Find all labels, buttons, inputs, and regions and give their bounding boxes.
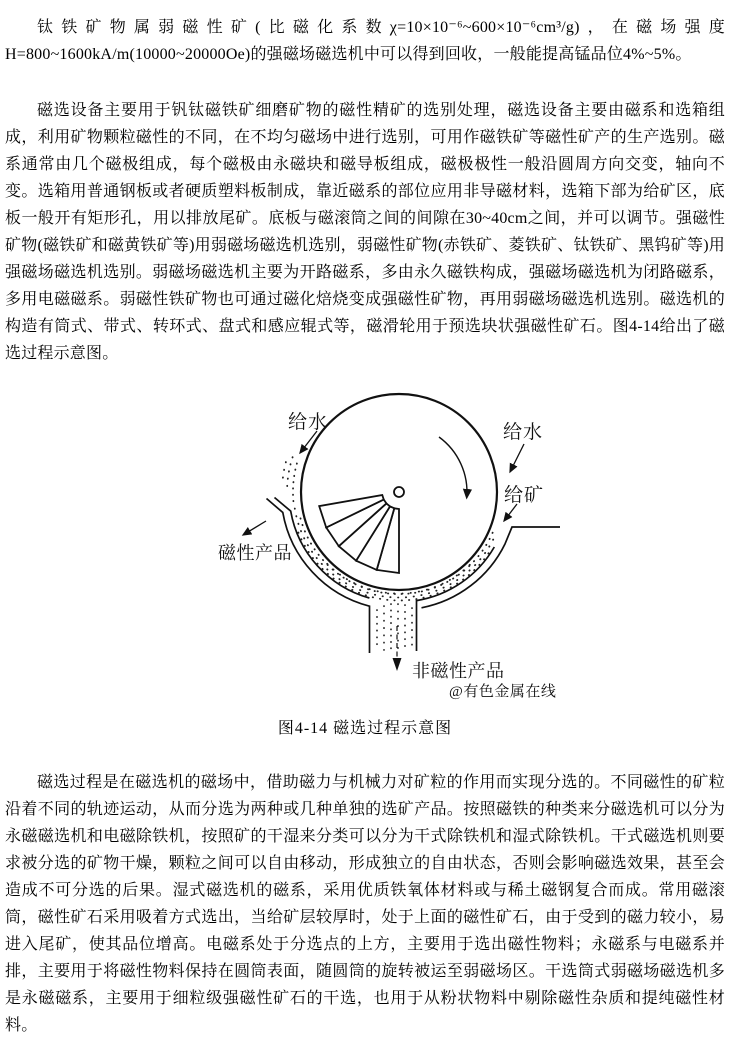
nonmagnetic-product-label: 非磁性产品: [412, 661, 505, 681]
water-right-arrow: [510, 444, 524, 472]
feed-label: 给矿: [504, 485, 545, 506]
magnetic-product-label: 磁性产品: [218, 543, 292, 563]
paragraph-process: 磁选过程是在磁选机的磁场中，借助磁力与机械力对矿粒的作用而实现分选的。不同磁性的矿粒沿着不同的轨迹运动，从而分选为两种或几种单独的选矿产品。按照磁铁的种类来分磁选机可以分为永磁磁选机和电磁除铁机，按照矿的干湿来分类可以分为干式除铁机和湿式除铁机。干式磁选机则要求被分选的矿物干燥，颗粒之间可以自由移动，形成独立的自由状态，否则会影响磁选效果，甚至会造成不可分选的后果。湿式磁选机的磁系，采用优质铁氧体材料或与稀土磁钢复合而成。常用磁滚筒，磁性矿石采用吸着方式选出，当给矿层较厚时，处于上面的磁性矿石，由于受到的磁力较小，易进入尾矿，使其品位增高。电磁系处于分选点的上方，主要用于选出磁性物料；永磁系与电磁系并排，主要用于将磁性物料保持在圆筒表面，随圆筒的旋转被运至弱磁场区。干选筒式弱磁场磁选机多是永磁磁系，主要用于细粒级强磁性矿石的干选，也用于从粉状物料中剔除磁性杂质和提纯磁性材料。: [5, 774, 725, 1034]
figure-4-14: [5, 377, 725, 709]
figure-caption: 图4-14 磁选过程示意图: [277, 720, 453, 737]
feed-arrow: [504, 504, 517, 521]
magnetic-separation-diagram: [210, 377, 570, 707]
watermark: @有色金属在线: [449, 684, 557, 700]
paragraph-equipment: 磁选设备主要用于钒钛磁铁矿细磨矿物的磁性精矿的选别处理，磁选设备主要由磁系和选箱组成，利用矿物颗粒磁性的不同，在不均匀磁场中进行选别，可用作磁铁矿等磁性矿产的生产选别。磁系通常由几个磁极组成，每个磁极由永磁块和磁导板组成，磁极极性一般沿圆周方向交变，轴向不变。选箱用普通钢板或者硬质塑料板制成，靠近磁系的部位应用非导磁材料，选箱下部为给矿区，底板一般开有矩形孔，用以排放尾矿。底板与磁滚筒之间的间隙在30~40cm之间，并可以调节。强磁性矿物(磁铁矿和磁黄铁矿等)用弱磁场磁选机选别，弱磁性矿物(赤铁矿、菱铁矿、钛铁矿、黑钨矿等)用强磁场磁选机选别。弱磁场磁选机主要为开路磁系，多由永久磁铁构成，强磁场磁选机为闭路磁系，多用电磁磁系。弱磁性铁矿物也可通过磁化焙烧变成强磁性矿物，再用弱磁场磁选机选别。磁选机的构造有筒式、带式、转环式、盘式和感应辊式等，磁滑轮用于预选块状强磁性矿石。图4-14给出了磁选过程示意图。: [5, 102, 725, 362]
drum-shaft: [394, 487, 404, 497]
water-left-label: 给水: [288, 412, 329, 433]
magnetic-product-arrow: [243, 521, 266, 535]
paragraph-intro: 钛铁矿物属弱磁性矿(比磁化系数χ=10×10⁻⁶~600×10⁻⁶cm³/g)，在磁场强度H=800~1600kA/m(10000~20000Oe)的强磁场磁选机中可以得到回收，一般能提高锰品位4%~5%。: [5, 19, 725, 63]
water-right-label: 给水: [503, 422, 544, 443]
document-page: [5, 14, 725, 1039]
discharge-arrow: [393, 626, 402, 671]
